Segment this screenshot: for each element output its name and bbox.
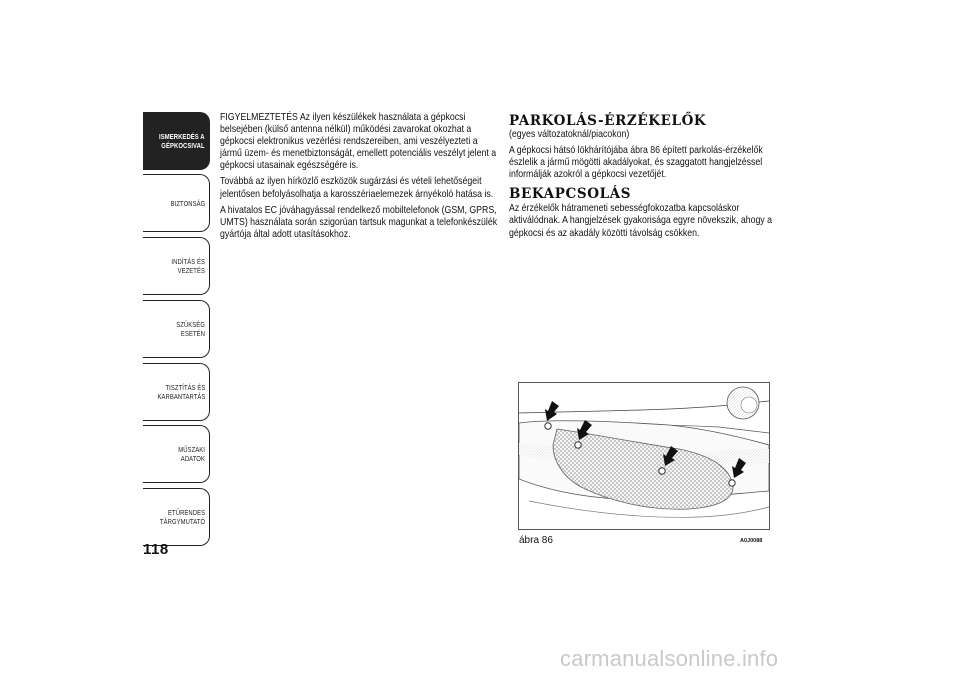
body-paragraph: Továbbá az ilyen hírközlő eszközök sugárzási és vételi lehetőségeit jelentősen befolyásolhatja a karosszériaelemezek árnyékoló hatása is. bbox=[220, 176, 494, 200]
tab-szukseg[interactable] bbox=[143, 300, 210, 358]
tab-muszaki[interactable] bbox=[143, 425, 210, 483]
tab-biztonsag[interactable] bbox=[143, 174, 210, 232]
rear-bumper-illustration bbox=[519, 383, 769, 529]
page-number: 118 bbox=[143, 541, 169, 558]
tab-inditas[interactable] bbox=[143, 237, 210, 295]
tab-label: TISZTÍTÁS ÉS KARBANTARTÁS bbox=[157, 383, 205, 401]
figure-code: A0J0088 bbox=[740, 538, 763, 544]
tab-tisztitas[interactable] bbox=[143, 363, 210, 421]
tab-targymutato[interactable] bbox=[143, 488, 210, 546]
variant-note: (egyes változatoknál/piacokon) bbox=[509, 129, 630, 140]
tab-ismerkedes[interactable] bbox=[143, 112, 210, 170]
tab-label: BIZTONSÁG bbox=[170, 198, 205, 208]
body-paragraph: A hivatalos EC jóváhagyással rendelkező mobiltelefonok (GSM, GPRS, UMTS) használata során szigorúan tartsuk magunkat a telefonkészülék gyártója által adott utasításokhoz. bbox=[220, 204, 498, 240]
rear-bumper-figure bbox=[518, 382, 770, 530]
tab-label: SZÜKSÉG ESETÉN bbox=[176, 320, 205, 338]
left-column bbox=[220, 112, 502, 245]
tab-label: INDÍTÁS ÉS VEZETÉS bbox=[171, 257, 205, 275]
subsection-heading: BEKAPCSOLÁS bbox=[509, 186, 632, 203]
body-paragraph: A gépkocsi hátsó lökhárítójába ábra 86 épített parkolás-érzékelők észlelik a jármű mögötti akadályokat, és szaggatott hangjelzéssel informálják azokról a gépkocsi vezetőjét. bbox=[509, 145, 763, 181]
right-column bbox=[509, 112, 781, 244]
section-heading: PARKOLÁS-ÉRZÉKELŐK bbox=[509, 113, 707, 129]
warning-paragraph: FIGYELMEZTETÉS Az ilyen készülékek használata a gépkocsi belsejében (külső antenna nélkül) működési zavarokat okozhat a gépkocsi elektronikus vezérlési rendszereiben, ami veszélyezteti a jármű üzem- és menetbiztonságát, emellett potenciális veszélyt jelent a gépkocsi utasainak egészségére is. bbox=[220, 112, 497, 172]
watermark: carmanualsonline.info bbox=[560, 646, 779, 671]
body-paragraph: Az érzékelők hátrameneti sebességfokozatba kapcsoláskor aktiválódnak. A hangjelzések gyakorisága egyre növekszik, ahogy a gépkocsi és az akadály közötti távolság csökken. bbox=[509, 203, 773, 239]
figure-caption: ábra 86 bbox=[519, 535, 553, 546]
tab-label: ISMERKEDÉS A GÉPKOCSIVAL bbox=[159, 132, 205, 150]
tab-label: MŰSZAKI ADATOK bbox=[178, 445, 205, 463]
tab-label: ETŰRENDES TÁRGYMUTATÓ bbox=[159, 508, 205, 526]
